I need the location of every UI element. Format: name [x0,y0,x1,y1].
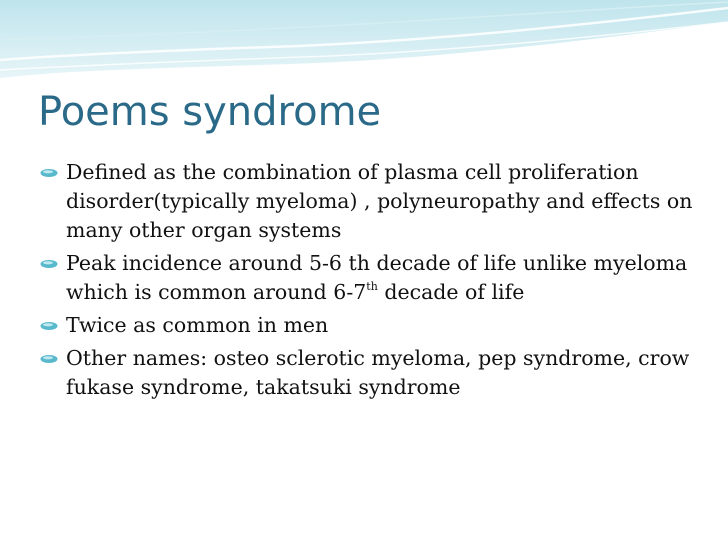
bullet-list [36,158,716,406]
teal-lens-bullet-icon [40,354,58,364]
bullet-text: Defined as the combination of plasma cell proliferation disorder(typically myeloma) , polyneuropathy and effects on many other organ systems [66,160,693,242]
teal-lens-bullet-icon [40,321,58,331]
bullet-text: Peak incidence around 5-6 th decade of life unlike myeloma which is common around 6-7 [66,251,688,304]
bullet-item [36,311,716,340]
bullet-text-continued: decade of life [377,280,525,304]
bullet-item [36,249,716,307]
teal-lens-bullet-icon [40,168,58,178]
slide-title: Poems syndrome [38,89,382,135]
superscript-text: th [366,280,378,293]
bullet-item [36,158,716,245]
bullet-text: Other names: osteo sclerotic myeloma, pep syndrome, crow fukase syndrome, takatsuki syndrome [66,346,690,399]
decorative-header-band [0,0,728,80]
bullet-item [36,344,716,402]
teal-lens-bullet-icon [40,259,58,269]
bullet-text: Twice as common in men [66,313,329,337]
